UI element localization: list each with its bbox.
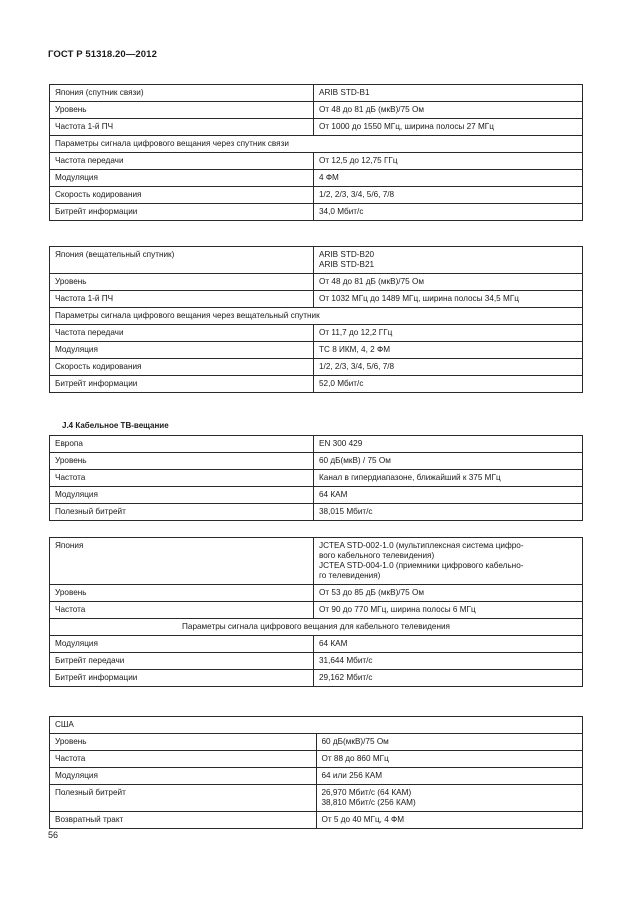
- table-japan-cable: [49, 537, 583, 687]
- parameter-value-cell: 60 дБ(мкВ)/75 Ом: [316, 734, 583, 751]
- table-row: [50, 487, 583, 504]
- value-line: JCTEA STD-004-1.0 (приемники цифрового кабельно-: [319, 561, 524, 570]
- parameter-label-cell: Уровень: [50, 453, 314, 470]
- table-row: [50, 325, 583, 342]
- table-row: [50, 636, 583, 653]
- table-row: [50, 308, 583, 325]
- table-row: [50, 734, 583, 751]
- parameter-label-cell: Частота: [50, 751, 317, 768]
- parameter-value-cell: 52,0 Мбит/с: [314, 376, 583, 393]
- parameter-label-cell: Уровень: [50, 274, 314, 291]
- section-row-cell: Параметры сигнала цифрового вещания для кабельного телевидения: [50, 619, 583, 636]
- table-row: [50, 751, 583, 768]
- parameter-label-cell: Япония (вещательный спутник): [50, 247, 314, 274]
- table-row: [50, 470, 583, 487]
- parameter-label-cell: Европа: [50, 436, 314, 453]
- table-row: [50, 670, 583, 687]
- parameter-label-cell: Битрейт информации: [50, 376, 314, 393]
- parameter-label-cell: Уровень: [50, 734, 317, 751]
- parameter-value-cell: От 1032 МГц до 1489 МГц, ширина полосы 34,5 МГц: [314, 291, 583, 308]
- table-row: [50, 204, 583, 221]
- value-line: 26,970 Мбит/с (64 КАМ): [321, 788, 412, 797]
- table-row: [50, 153, 583, 170]
- parameter-value-cell: 38,015 Мбит/с: [314, 504, 583, 521]
- table-row: [50, 436, 583, 453]
- parameter-label-cell: Модуляция: [50, 170, 314, 187]
- parameter-label-cell: Полезный битрейт: [50, 504, 314, 521]
- parameter-label-cell: Модуляция: [50, 768, 317, 785]
- parameter-value-cell: 29,162 Мбит/с: [314, 670, 583, 687]
- table-row: [50, 102, 583, 119]
- parameter-label-cell: Частота передачи: [50, 325, 314, 342]
- table-row: [50, 453, 583, 470]
- table-row: [50, 136, 583, 153]
- value-line: ARIB STD-B20: [319, 250, 375, 259]
- table-row: [50, 585, 583, 602]
- table-row: [50, 812, 583, 829]
- table-japan-comms-satellite: [49, 84, 583, 221]
- parameter-value-cell: Канал в гипердиапазоне, ближайший к 375 МГц: [314, 470, 583, 487]
- section-row-cell: США: [50, 717, 583, 734]
- section-row-cell: Параметры сигнала цифрового вещания через вещательный спутник: [50, 308, 583, 325]
- parameter-value-cell: 4 ФМ: [314, 170, 583, 187]
- table-row: [50, 359, 583, 376]
- parameter-value-cell: От 88 до 860 МГц: [316, 751, 583, 768]
- table-row: [50, 602, 583, 619]
- parameter-value-cell: От 90 до 770 МГц, ширина полосы 6 МГц: [314, 602, 583, 619]
- parameter-value-cell: От 48 до 81 дБ (мкВ)/75 Ом: [314, 274, 583, 291]
- table-row: [50, 376, 583, 393]
- table-row: [50, 785, 583, 812]
- table-row: [50, 85, 583, 102]
- parameter-value-cell: 64 КАМ: [314, 636, 583, 653]
- parameter-label-cell: Частота: [50, 470, 314, 487]
- page-number: 56: [48, 830, 59, 840]
- table-row: [50, 619, 583, 636]
- table-row: [50, 119, 583, 136]
- parameter-label-cell: Битрейт передачи: [50, 653, 314, 670]
- table-japan-broadcast-satellite: [49, 246, 583, 393]
- section-row-cell: Параметры сигнала цифрового вещания через спутник связи: [50, 136, 583, 153]
- parameter-label-cell: Модуляция: [50, 636, 314, 653]
- parameter-label-cell: Япония: [50, 538, 314, 585]
- parameter-label-cell: Частота 1-й ПЧ: [50, 119, 314, 136]
- parameter-value-cell: TC 8 ИКМ, 4, 2 ФМ: [314, 342, 583, 359]
- parameter-value-cell: От 48 до 81 дБ (мкВ)/75 Ом: [314, 102, 583, 119]
- value-line: JCTEA STD-002-1.0 (мультиплексная система цифро-: [319, 541, 524, 550]
- parameter-value-cell: [314, 247, 583, 274]
- document-header: ГОСТ Р 51318.20—2012: [48, 49, 157, 60]
- table-row: [50, 170, 583, 187]
- parameter-label-cell: Частота: [50, 602, 314, 619]
- parameter-label-cell: Частота передачи: [50, 153, 314, 170]
- parameter-value-cell: 64 КАМ: [314, 487, 583, 504]
- table-row: [50, 187, 583, 204]
- table-row: [50, 504, 583, 521]
- parameter-label-cell: Уровень: [50, 102, 314, 119]
- parameter-label-cell: Полезный битрейт: [50, 785, 317, 812]
- table-row: [50, 653, 583, 670]
- parameter-label-cell: Скорость кодирования: [50, 359, 314, 376]
- parameter-value-cell: 60 дБ(мкВ) / 75 Ом: [314, 453, 583, 470]
- table-row: [50, 717, 583, 734]
- parameter-label-cell: Частота 1-й ПЧ: [50, 291, 314, 308]
- value-line: ARIB STD-B21: [319, 260, 375, 269]
- parameter-value-cell: 64 или 256 КАМ: [316, 768, 583, 785]
- parameter-value-cell: От 1000 до 1550 МГц, ширина полосы 27 МГц: [314, 119, 583, 136]
- parameter-value-cell: 1/2, 2/3, 3/4, 5/6, 7/8: [314, 187, 583, 204]
- parameter-value-cell: EN 300 429: [314, 436, 583, 453]
- value-line: вого кабельного телевидения): [319, 551, 435, 560]
- table-row: [50, 538, 583, 585]
- table-europe-cable: [49, 435, 583, 521]
- parameter-value-cell: От 12,5 до 12,75 ГГц: [314, 153, 583, 170]
- table-row: [50, 768, 583, 785]
- parameter-value-cell: 31,644 Мбит/с: [314, 653, 583, 670]
- section-title-cable-tv: J.4 Кабельное ТВ-вещание: [62, 421, 169, 430]
- value-line: 38,810 Мбит/с (256 КАМ): [321, 798, 416, 807]
- parameter-label-cell: Уровень: [50, 585, 314, 602]
- parameter-label-cell: Модуляция: [50, 342, 314, 359]
- parameter-value-cell: От 5 до 40 МГц, 4 ФМ: [316, 812, 583, 829]
- table-row: [50, 342, 583, 359]
- table-row: [50, 247, 583, 274]
- table-usa-cable: [49, 716, 583, 829]
- parameter-value-cell: 34,0 Мбит/с: [314, 204, 583, 221]
- table-row: [50, 274, 583, 291]
- parameter-label-cell: Возвратный тракт: [50, 812, 317, 829]
- parameter-label-cell: Битрейт информации: [50, 670, 314, 687]
- parameter-value-cell: [316, 785, 583, 812]
- parameter-label-cell: Модуляция: [50, 487, 314, 504]
- value-line: го телевидения): [319, 571, 381, 580]
- parameter-value-cell: 1/2, 2/3, 3/4, 5/6, 7/8: [314, 359, 583, 376]
- parameter-value-cell: [314, 538, 583, 585]
- parameter-label-cell: Япония (спутник связи): [50, 85, 314, 102]
- parameter-value-cell: От 53 до 85 дБ (мкВ)/75 Ом: [314, 585, 583, 602]
- table-row: [50, 291, 583, 308]
- parameter-value-cell: ARIB STD-B1: [314, 85, 583, 102]
- parameter-label-cell: Битрейт информации: [50, 204, 314, 221]
- parameter-value-cell: От 11,7 до 12,2 ГГц: [314, 325, 583, 342]
- parameter-label-cell: Скорость кодирования: [50, 187, 314, 204]
